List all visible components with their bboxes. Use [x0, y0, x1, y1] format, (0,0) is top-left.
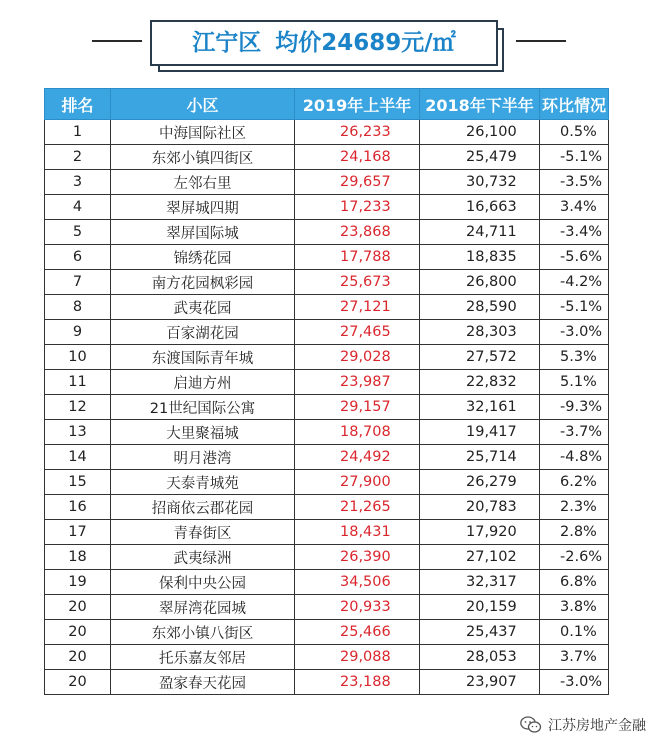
mom-change-cell: -2.6% [540, 545, 609, 570]
table-row [45, 645, 609, 670]
price-2019h1-cell: 23,987 [295, 370, 420, 395]
table-row [45, 170, 609, 195]
community-cell: 盈家春天花园 [111, 670, 295, 695]
price-2019h1-cell: 27,121 [295, 295, 420, 320]
community-cell: 明月港湾 [111, 445, 295, 470]
price-2019h1-cell: 27,465 [295, 320, 420, 345]
community-cell: 招商依云郡花园 [111, 495, 295, 520]
mom-change-cell: 6.8% [540, 570, 609, 595]
mom-change-cell: 0.5% [540, 120, 609, 145]
price-2018h2-cell: 17,920 [420, 520, 540, 545]
price-2018h2-cell: 32,317 [420, 570, 540, 595]
mom-change-cell: 5.1% [540, 370, 609, 395]
district-name: 江宁区 [192, 30, 262, 56]
mom-change-cell: -4.2% [540, 270, 609, 295]
price-2018h2-cell: 28,053 [420, 645, 540, 670]
price-2019h1-cell: 25,673 [295, 270, 420, 295]
rank-cell: 8 [45, 295, 111, 320]
table-row [45, 395, 609, 420]
mom-change-cell: -3.0% [540, 320, 609, 345]
price-2019h1-cell: 29,657 [295, 170, 420, 195]
price-2019h1-cell: 29,028 [295, 345, 420, 370]
community-cell: 东郊小镇四街区 [111, 145, 295, 170]
rank-cell: 3 [45, 170, 111, 195]
mom-change-cell: 6.2% [540, 470, 609, 495]
rank-cell: 20 [45, 595, 111, 620]
rank-cell: 18 [45, 545, 111, 570]
rank-cell: 16 [45, 495, 111, 520]
rank-cell: 2 [45, 145, 111, 170]
rank-cell: 15 [45, 470, 111, 495]
rank-cell: 12 [45, 395, 111, 420]
rank-cell: 4 [45, 195, 111, 220]
price-2018h2-cell: 26,100 [420, 120, 540, 145]
rank-cell: 5 [45, 220, 111, 245]
rank-cell: 1 [45, 120, 111, 145]
table-row [45, 245, 609, 270]
price-2019h1-cell: 24,492 [295, 445, 420, 470]
table-row [45, 520, 609, 545]
price-2019h1-cell: 34,506 [295, 570, 420, 595]
community-cell: 东渡国际青年城 [111, 345, 295, 370]
community-cell: 托乐嘉友邻居 [111, 645, 295, 670]
title-rule-left [92, 40, 142, 42]
price-2019h1-cell: 25,466 [295, 620, 420, 645]
price-2019h1-cell: 27,900 [295, 470, 420, 495]
rank-cell: 13 [45, 420, 111, 445]
table-row [45, 320, 609, 345]
rank-cell: 17 [45, 520, 111, 545]
price-2019h1-cell: 21,265 [295, 495, 420, 520]
price-2018h2-cell: 19,417 [420, 420, 540, 445]
price-2018h2-cell: 22,832 [420, 370, 540, 395]
community-cell: 南方花园枫彩园 [111, 270, 295, 295]
price-2019h1-cell: 26,233 [295, 120, 420, 145]
mom-change-cell: 3.7% [540, 645, 609, 670]
price-2019h1-cell: 29,157 [295, 395, 420, 420]
mom-change-cell: 0.1% [540, 620, 609, 645]
price-2018h2-cell: 26,800 [420, 270, 540, 295]
community-cell: 翠屏国际城 [111, 220, 295, 245]
mom-change-cell: -3.0% [540, 670, 609, 695]
community-cell: 启迪方州 [111, 370, 295, 395]
table-row [45, 345, 609, 370]
rank-cell: 6 [45, 245, 111, 270]
community-cell: 翠屏湾花园城 [111, 595, 295, 620]
table-row [45, 470, 609, 495]
price-2018h2-cell: 20,783 [420, 495, 540, 520]
mom-change-cell: -3.7% [540, 420, 609, 445]
price-2019h1-cell: 17,788 [295, 245, 420, 270]
price-2019h1-cell: 24,168 [295, 145, 420, 170]
mom-change-cell: 2.3% [540, 495, 609, 520]
price-2018h2-cell: 20,159 [420, 595, 540, 620]
price-2019h1-cell: 26,390 [295, 545, 420, 570]
community-cell: 翠屏城四期 [111, 195, 295, 220]
mom-change-cell: -4.8% [540, 445, 609, 470]
footer-brand [520, 713, 646, 737]
price-2018h2-cell: 25,479 [420, 145, 540, 170]
title-box [150, 20, 498, 66]
price-2018h2-cell: 18,835 [420, 245, 540, 270]
table-row [45, 670, 609, 695]
title-banner [0, 0, 658, 80]
table-row [45, 195, 609, 220]
rank-cell: 11 [45, 370, 111, 395]
community-cell: 东郊小镇八街区 [111, 620, 295, 645]
price-2019h1-cell: 23,188 [295, 670, 420, 695]
table-row [45, 570, 609, 595]
table-row [45, 420, 609, 445]
community-cell: 武夷绿洲 [111, 545, 295, 570]
community-cell: 武夷花园 [111, 295, 295, 320]
header-community: 小区 [111, 89, 295, 120]
community-cell: 青春街区 [111, 520, 295, 545]
price-2019h1-cell: 17,233 [295, 195, 420, 220]
table-row [45, 270, 609, 295]
mom-change-cell: -9.3% [540, 395, 609, 420]
price-2019h1-cell: 18,708 [295, 420, 420, 445]
header-rank: 排名 [45, 89, 111, 120]
page-title [152, 22, 496, 64]
table-header-row [45, 89, 609, 120]
table-row [45, 545, 609, 570]
price-2018h2-cell: 25,714 [420, 445, 540, 470]
wechat-icon [520, 716, 542, 734]
price-2019h1-cell: 29,088 [295, 645, 420, 670]
price-2018h2-cell: 23,907 [420, 670, 540, 695]
community-cell: 中海国际社区 [111, 120, 295, 145]
price-2019h1-cell: 23,868 [295, 220, 420, 245]
price-2018h2-cell: 28,303 [420, 320, 540, 345]
table-row [45, 445, 609, 470]
price-2018h2-cell: 28,590 [420, 295, 540, 320]
header-2018h2: 2018年下半年 [420, 89, 540, 120]
rank-cell: 7 [45, 270, 111, 295]
mom-change-cell: 3.4% [540, 195, 609, 220]
price-ranking-table [44, 88, 609, 695]
price-2018h2-cell: 24,711 [420, 220, 540, 245]
table-row [45, 220, 609, 245]
header-2019h1: 2019年上半年 [295, 89, 420, 120]
price-2018h2-cell: 27,102 [420, 545, 540, 570]
mom-change-cell: -5.1% [540, 295, 609, 320]
community-cell: 百家湖花园 [111, 320, 295, 345]
mom-change-cell: -3.4% [540, 220, 609, 245]
mom-change-cell: 5.3% [540, 345, 609, 370]
account-name: 江苏房地产金融 [548, 718, 646, 734]
rank-cell: 20 [45, 645, 111, 670]
mom-change-cell: 2.8% [540, 520, 609, 545]
table-row [45, 145, 609, 170]
rank-cell: 20 [45, 620, 111, 645]
price-2018h2-cell: 26,279 [420, 470, 540, 495]
price-2019h1-cell: 20,933 [295, 595, 420, 620]
community-cell: 天泰青城苑 [111, 470, 295, 495]
table-row [45, 595, 609, 620]
title-rule-right [516, 40, 566, 42]
rank-cell: 10 [45, 345, 111, 370]
price-2018h2-cell: 25,437 [420, 620, 540, 645]
price-2018h2-cell: 16,663 [420, 195, 540, 220]
table-row [45, 495, 609, 520]
price-2018h2-cell: 30,732 [420, 170, 540, 195]
mom-change-cell: 3.8% [540, 595, 609, 620]
table-row [45, 295, 609, 320]
table-row [45, 120, 609, 145]
mom-change-cell: -3.5% [540, 170, 609, 195]
community-cell: 21世纪国际公寓 [111, 395, 295, 420]
price-2018h2-cell: 32,161 [420, 395, 540, 420]
price-2018h2-cell: 27,572 [420, 345, 540, 370]
price-2019h1-cell: 18,431 [295, 520, 420, 545]
rank-cell: 19 [45, 570, 111, 595]
rank-cell: 14 [45, 445, 111, 470]
table-body [45, 120, 609, 695]
community-cell: 大里聚福城 [111, 420, 295, 445]
mom-change-cell: -5.1% [540, 145, 609, 170]
community-cell: 左邻右里 [111, 170, 295, 195]
table-row [45, 370, 609, 395]
rank-cell: 9 [45, 320, 111, 345]
mom-change-cell: -5.6% [540, 245, 609, 270]
table-row [45, 620, 609, 645]
community-cell: 锦绣花园 [111, 245, 295, 270]
header-mom-change: 环比情况 [540, 89, 609, 120]
average-price: 均价24689元/㎡ [275, 30, 456, 56]
community-cell: 保利中央公园 [111, 570, 295, 595]
rank-cell: 20 [45, 670, 111, 695]
